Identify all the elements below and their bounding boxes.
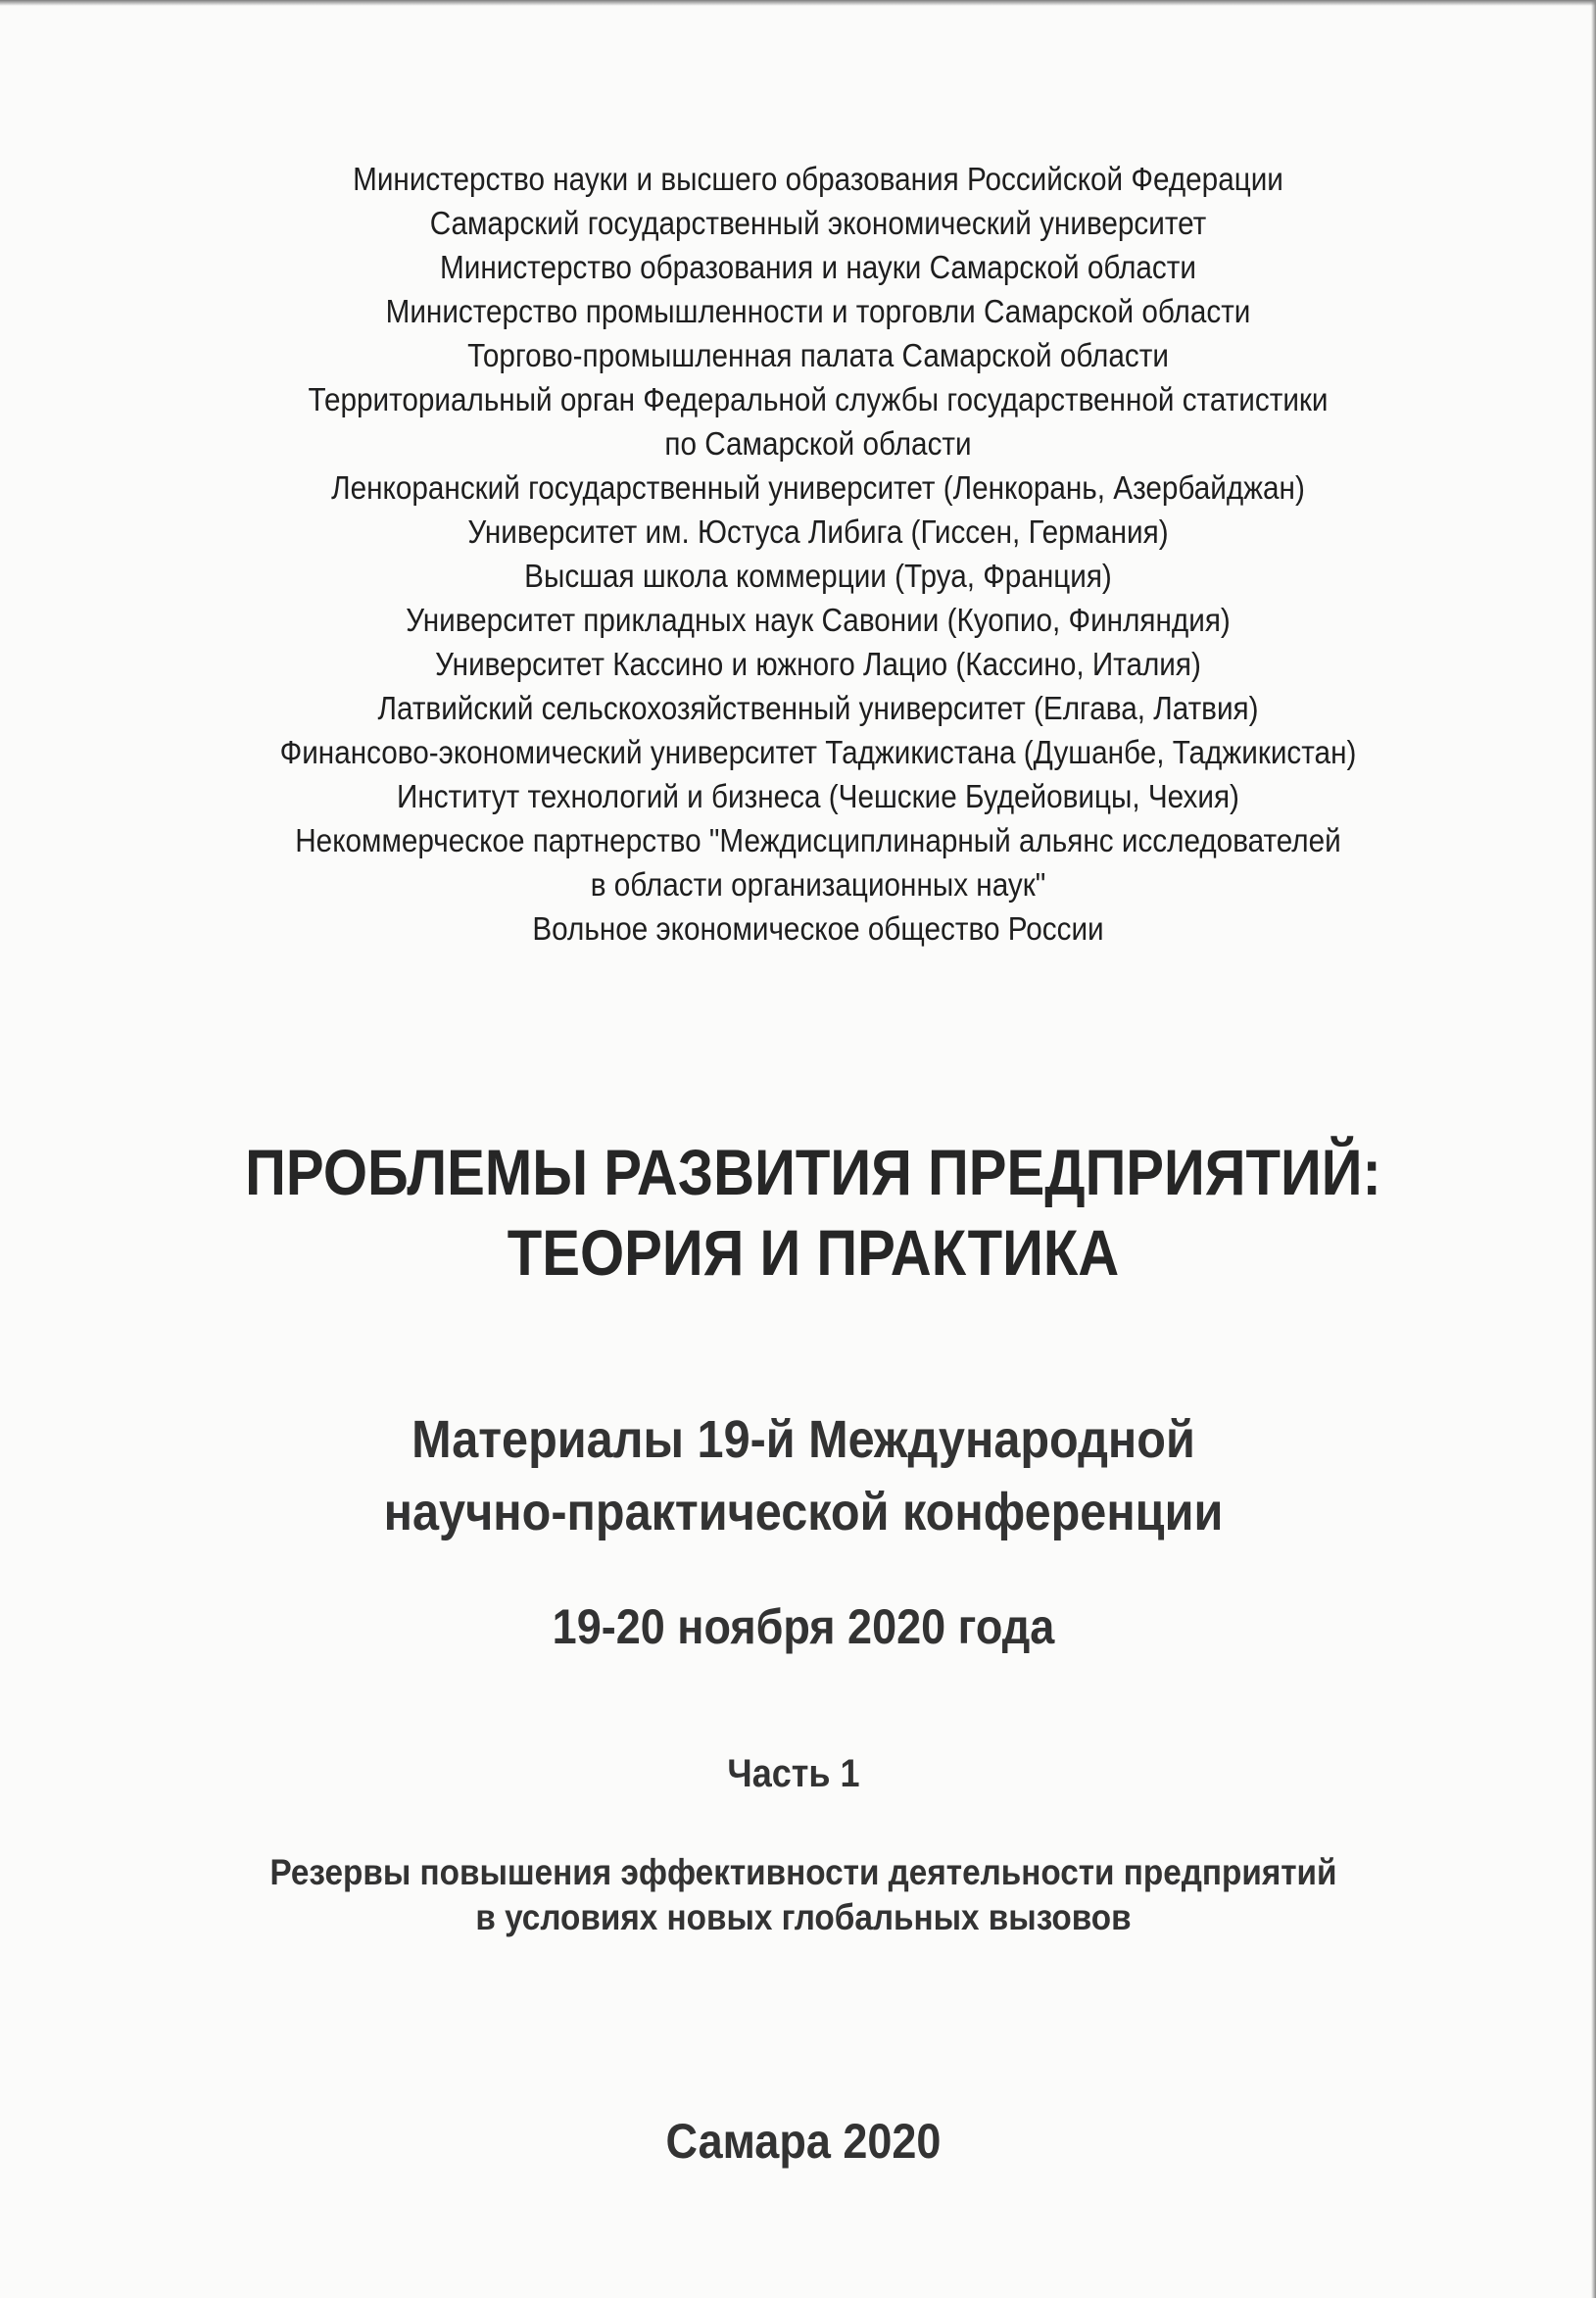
part-subtitle: [204, 1850, 1403, 1940]
materials-line-1: Материалы 19-й Международной: [411, 1410, 1195, 1469]
conference-dates: 19-20 ноября 2020 года: [552, 1599, 1055, 1654]
organization-line: Министерство науки и высшего образования Российской Федерации: [353, 161, 1283, 197]
organization-line: Вольное экономическое общество России: [532, 910, 1104, 947]
document-title-line-2: ТЕОРИЯ И ПРАКТИКА: [507, 1216, 1120, 1289]
organization-line: Министерство образования и науки Самарской области: [440, 249, 1196, 285]
organizations-list: [215, 157, 1423, 951]
materials-line-2: научно-практической конференции: [383, 1483, 1224, 1541]
organization-line: Ленкоранский государственный университет (Ленкорань, Азербайджан): [331, 469, 1305, 506]
organization-line: по Самарской области: [664, 425, 972, 462]
organization-line: Университет прикладных наук Савонии (Куопио, Финляндия): [406, 602, 1231, 638]
organization-line: Некоммерческое партнерство "Междисциплинарный альянс исследователей: [295, 822, 1341, 858]
organization-line: Университет Кассино и южного Лацио (Кассино, Италия): [435, 646, 1201, 682]
organization-line: Министерство промышленности и торговли Самарской области: [385, 293, 1251, 329]
subtitle-line-2: в условиях новых глобальных вызовов: [475, 1897, 1132, 1937]
organization-line: Торгово-промышленная палата Самарской области: [467, 337, 1169, 373]
organization-line: Территориальный орган Федеральной службы государственной статистики: [308, 381, 1329, 417]
organization-line: в области организационных наук": [590, 866, 1046, 903]
organization-line: Финансово-экономический университет Таджикистана (Душанбе, Таджикистан): [279, 734, 1357, 770]
part-number: Часть 1: [727, 1752, 860, 1795]
subtitle-line-1: Резервы повышения эффективности деятельности предприятий: [269, 1852, 1337, 1892]
document-title: [149, 1132, 1476, 1293]
document-title-line-1: ПРОБЛЕМЫ РАЗВИТИЯ ПРЕДПРИЯТИЙ:: [245, 1136, 1381, 1208]
publication-city-year: Самара 2020: [665, 2114, 942, 2169]
organization-line: Университет им. Юстуса Либига (Гиссен, Германия): [467, 513, 1169, 550]
conference-materials-heading: [213, 1403, 1394, 1548]
organization-line: Самарский государственный экономический университет: [429, 205, 1207, 241]
organization-line: Институт технологий и бизнеса (Чешские Будейовицы, Чехия): [397, 778, 1239, 814]
organization-line: Высшая школа коммерции (Труа, Франция): [524, 558, 1112, 594]
organization-line: Латвийский сельскохозяйственный университет (Елгава, Латвия): [377, 690, 1259, 726]
